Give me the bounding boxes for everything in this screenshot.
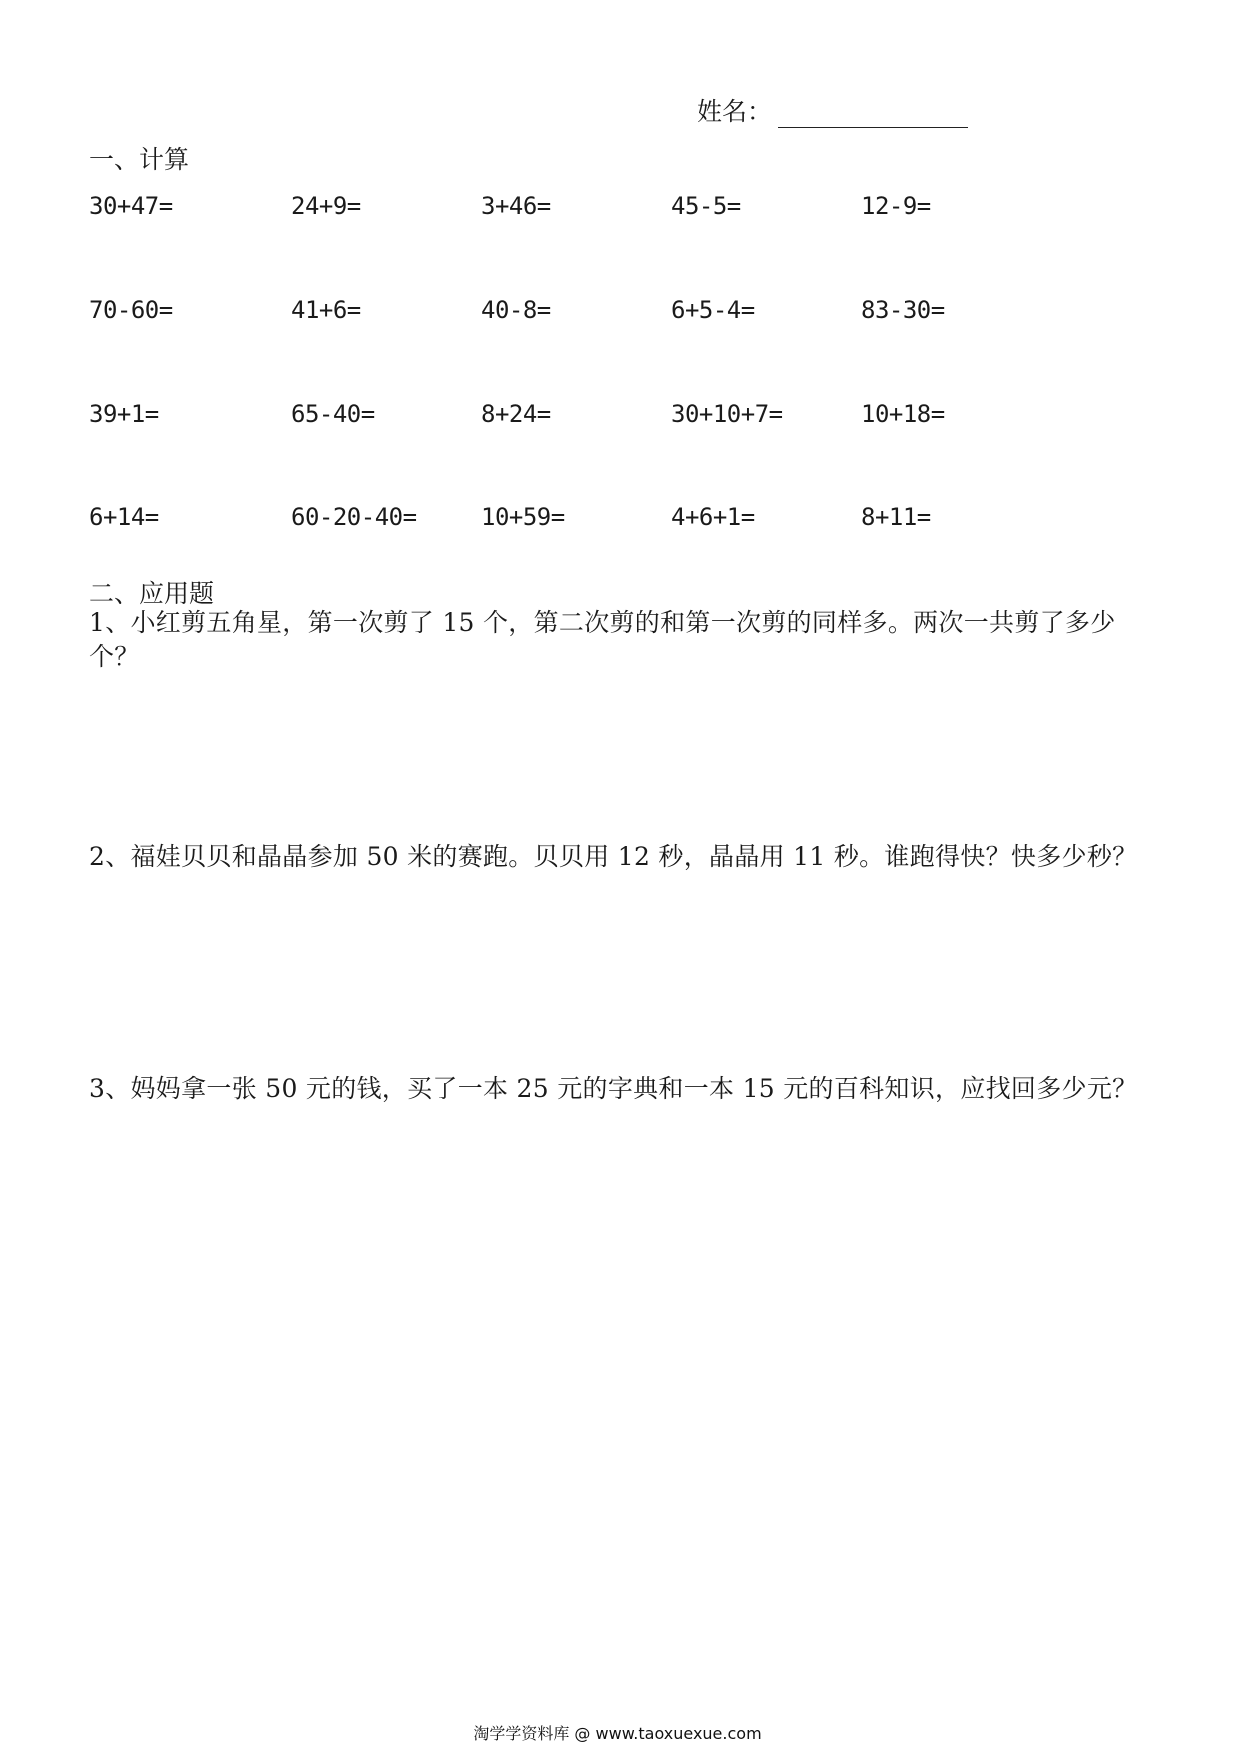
section-word-problems-title: 二、应用题 <box>89 579 215 608</box>
calc-item: 30+47= <box>89 192 173 220</box>
calc-item: 12-9= <box>861 192 931 220</box>
calc-item: 39+1= <box>89 400 159 428</box>
word-problem-1: 1、小红剪五角星，第一次剪了 15 个，第二次剪的和第一次剪的同样多。两次一共剪了多少个？ <box>89 608 1116 671</box>
calc-item: 40-8= <box>481 296 551 324</box>
calc-item: 3+46= <box>481 192 551 220</box>
calc-item: 70-60= <box>89 296 173 324</box>
calc-item: 65-40= <box>291 400 375 428</box>
calc-item: 10+18= <box>861 400 945 428</box>
name-label: 姓名： <box>697 97 773 126</box>
calc-item: 8+11= <box>861 503 931 531</box>
calc-item: 10+59= <box>481 503 565 531</box>
calc-item: 30+10+7= <box>671 400 783 428</box>
calc-item: 60-20-40= <box>291 503 417 531</box>
calc-item: 6+14= <box>89 503 159 531</box>
calc-item: 45-5= <box>671 192 741 220</box>
calc-item: 41+6= <box>291 296 361 324</box>
name-blank-line[interactable] <box>778 101 968 128</box>
word-problem-2: 2、福娃贝贝和晶晶参加 50 米的赛跑。贝贝用 12 秒，晶晶用 11 秒。谁跑得快？快多少秒？ <box>89 842 1138 871</box>
name-field <box>697 92 968 128</box>
calc-item: 8+24= <box>481 400 551 428</box>
calc-item: 4+6+1= <box>671 503 755 531</box>
word-problem-3: 3、妈妈拿一张 50 元的钱，买了一本 25 元的字典和一本 15 元的百科知识，应找回多少元？ <box>89 1074 1138 1103</box>
calc-item: 6+5-4= <box>671 296 755 324</box>
calc-item: 83-30= <box>861 296 945 324</box>
section-calc-title: 一、计算 <box>89 145 190 174</box>
footer-watermark: 淘学学资料库 @ www.taoxuexue.com <box>473 1724 762 1743</box>
calc-item: 24+9= <box>291 192 361 220</box>
